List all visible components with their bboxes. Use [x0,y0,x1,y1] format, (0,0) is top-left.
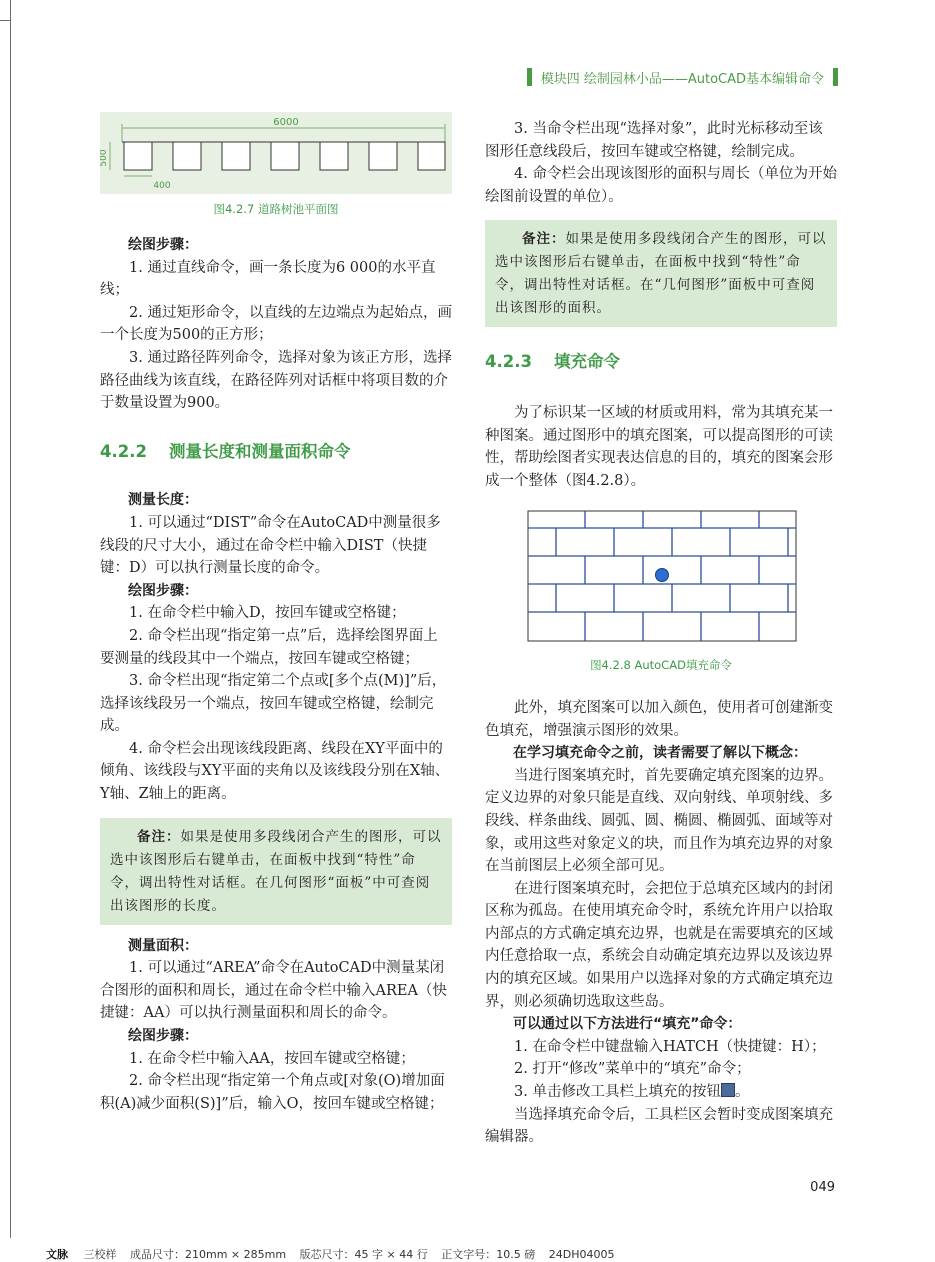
page-number: 049 [810,1180,835,1195]
concepts-title: 在学习填充命令之前，读者需要了解以下概念： [513,745,807,762]
running-header [518,67,847,87]
measure-area-title: 测量面积： [128,937,198,954]
steps-title: 绘图步骤： [128,237,198,253]
left-column [100,234,452,1115]
header-text: 模块四 绘制园林小品——AutoCAD基本编辑命令 [540,71,824,87]
section-title: 填充命令 [553,352,620,372]
section-number: 4.2.2 [100,441,147,461]
paragraph: 此外，填充图案可以加入颜色，使用者可创建渐变色填充，增强演示图形的效果。 [485,699,833,739]
note-label: 备注： [522,231,566,248]
footer-brand: 文脉 [46,1248,68,1261]
paragraph: 当选择填充命令后，工具栏区会暂时变成图案填充编辑器。 [485,1106,833,1146]
paragraph: 1. 可以通过“AREA”命令在AutoCAD中测量某闭合图形的面积和周长，通过在命令栏中输入AREA（快捷键：AA）可以执行测量面积和周长的命令。 [100,960,447,1022]
header-bar-left [527,68,532,86]
note-box [100,818,452,925]
dim-height-label: 500 [100,149,109,167]
note-text: 如果是使用多段线闭合产生的图形，可以选中该图形后右键单击，在面板中找到“特性”命令，调出特性对话框。在“几何图形”面板中可查阅出该图形的面积。 [495,231,827,317]
paragraph: 在进行图案填充时，会把位于总填充区域内的封闭区称为孤岛。在使用填充命令时，系统允许用户以拾取内部点的方式确定填充边界，也就是在需要填充的区域内任意拾取一点，系统会自动确定填充边界以及该边界内的填充区域。如果用户以选择对象的方式确定填充边界，则必须确切选取这些岛。 [485,880,833,1010]
step-item: 4. 命令栏会出现该线段距离、线段在XY平面中的倾角、该线段与XY平面的夹角以及该线段分别在X轴、Y轴、Z轴上的距离。 [100,740,450,803]
note-box [485,220,837,327]
hatch-button-icon [721,1083,735,1097]
note-text: 如果是使用多段线闭合产生的图形，可以选中该图形后右键单击，在面板中找到“特性”命令，调出特性对话框。在几何图形“面板”中可查阅出该图形的长度。 [110,828,442,914]
step-item: 3. 命令栏出现“指定第二个点或[多个点(M)]”后，选择该线段另一个端点，按回车键或空格键，绘制完成。 [100,673,447,735]
step-item: 2. 命令栏出现“指定第一点”后，选择绘图界面上要测量的线段其中一个端点，按回车键或空格键； [100,627,438,667]
method-item: 1. 在命令栏中键盘输入HATCH（快捷键：H）； [514,1038,826,1055]
dim-square-label: 400 [153,181,171,191]
step-item: 4. 命令栏会出现该图形的面积与周长（单位为开始绘图前设置的单位）。 [485,166,837,205]
method-item-text: 3. 单击修改工具栏上填充的按钮 [514,1084,721,1101]
note-label: 备注： [137,828,181,845]
method-item: 2. 打开“修改”菜单中的“填充”命令； [514,1061,751,1078]
step-item: 2. 命令栏出现“指定第一个角点或[对象(O)增加面积(A)减少面积(S)]”后，输入O，按回车键或空格键； [100,1073,445,1112]
dim-length-label: 6000 [273,117,299,128]
step-item: 1. 在命令栏中输入D，按回车键或空格键； [129,605,406,622]
figure-tree-pit-plan [100,112,452,194]
section-heading-4-2-2 [100,441,452,464]
steps-title: 绘图步骤： [128,582,198,599]
figure-caption-4-2-8: 图4.2.8 AutoCAD填充命令 [590,658,732,673]
tree-pit-drawing [100,112,452,194]
step-item: 2. 通过矩形命令，以直线的左边端点为起始点，画一个长度为500的正方形； [100,304,452,344]
header-bar-right [833,68,838,86]
section-title: 测量长度和测量面积命令 [168,441,351,461]
step-item: 1. 在命令栏中输入AA，按回车键或空格键； [129,1050,415,1067]
methods-title: 可以通过以下方法进行“填充”命令： [513,1016,742,1033]
step-item: 3. 通过路径阵列命令，选择对象为该正方形，选择路径曲线为该直线，在路径阵列对话框中将项目数的介于数量设置为900。 [100,349,452,412]
steps-title: 绘图步骤： [128,1028,198,1045]
brick-hatch-drawing [527,510,797,642]
section-number: 4.2.3 [485,352,532,372]
pick-point-marker [656,569,669,582]
paragraph: 当进行图案填充时，首先要确定填充图案的边界。定义边界的对象只能是直线、双向射线、单项射线、多段线、样条曲线、圆弧、圆、椭圆、椭圆弧、面域等对象，或用这些对象定义的块，而且作为填充边界的对象在当前图层上必须全部可见。 [485,767,833,875]
figure-caption-4-2-7: 图4.2.7 道路树池平面图 [213,202,339,216]
measure-length-title: 测量长度： [128,492,198,509]
method-item-end: 。 [734,1084,750,1101]
footer-core: 版芯尺寸：45 字 × 44 行 [299,1248,428,1261]
margin-line [10,0,11,1238]
margin-tick [0,20,11,21]
footer-size: 成品尺寸：210mm × 285mm [130,1248,287,1261]
section-heading-4-2-3 [485,351,837,374]
right-column [485,118,837,1149]
step-item: 3. 当命令栏出现“选择对象”，此时光标移动至该图形任意线段后，按回车键或空格键，绘制完成。 [485,121,823,160]
footer-code: 24DH04005 [548,1248,615,1261]
footer-proof: 三校样 [83,1248,117,1261]
paragraph: 为了标识某一区域的材质或用料，常为其填充某一种图案。通过图形中的填充图案，可以提高图形的可读性，帮助绘图者实现表达信息的目的，填充的图案会形成一个整体（图4.2.8）。 [485,404,833,489]
footer-font: 正文字号：10.5 磅 [441,1248,536,1261]
method-item [485,1081,837,1104]
paragraph: 1. 可以通过“DIST”命令在AutoCAD中测量很多线段的尺寸大小，通过在命令栏中输入DIST（快捷键：D）可以执行测量长度的命令。 [100,514,441,577]
figure-hatch-pattern [527,510,797,642]
step-item: 1. 通过直线命令，画一条长度为6 000的水平直线； [100,259,436,299]
